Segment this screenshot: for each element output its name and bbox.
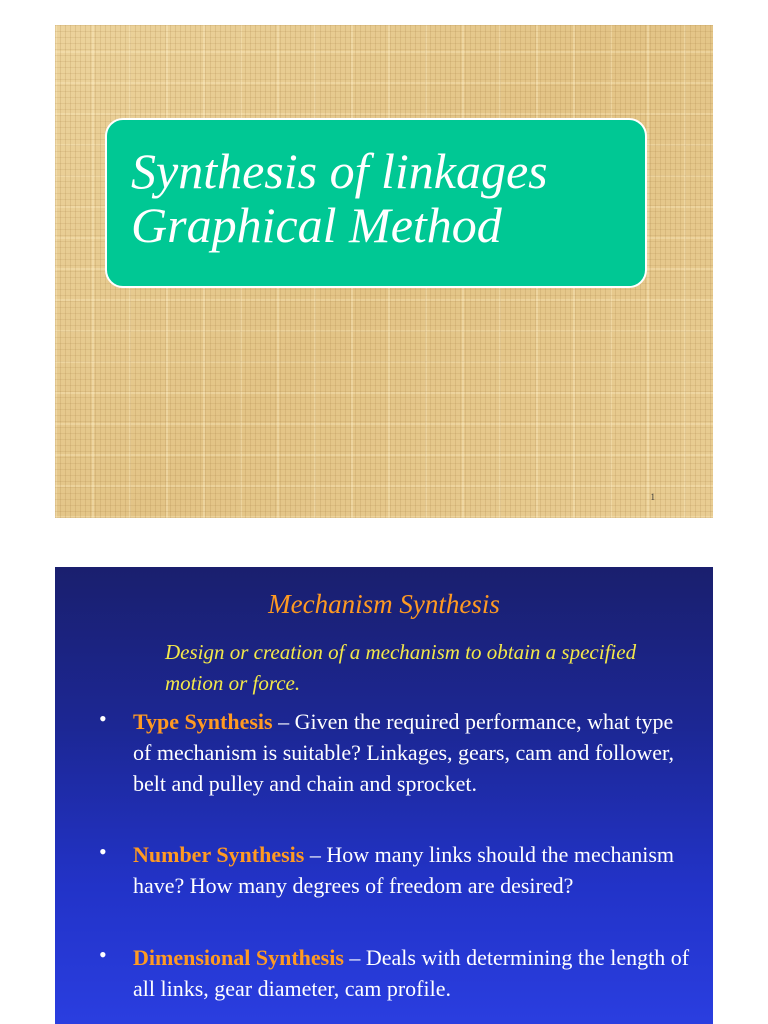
bullet-marker: • xyxy=(99,942,107,967)
title-line-1: Synthesis of linkages xyxy=(131,143,548,199)
slide-heading: Mechanism Synthesis xyxy=(268,589,500,619)
slide-mechanism-synthesis xyxy=(55,567,713,1024)
bullet-marker: • xyxy=(99,839,107,864)
slide-title xyxy=(55,25,713,518)
list-item-dimensional-synthesis xyxy=(133,942,693,1004)
bullet-marker: • xyxy=(99,706,107,731)
term-number-synthesis: Number Synthesis xyxy=(133,842,305,867)
item-text: – Deals with determining the length of all links, gear diameter, cam profile. xyxy=(133,945,690,1001)
term-type-synthesis: Type Synthesis xyxy=(133,709,273,734)
definition-text: Design or creation of a mechanism to obtain a specified motion or force. xyxy=(165,640,637,695)
title-box xyxy=(105,118,647,288)
title-line-2: Graphical Method xyxy=(131,197,502,253)
item-text: – How many links should the mechanism have? How many degrees of freedom are desired? xyxy=(133,842,675,898)
list-item-number-synthesis xyxy=(133,839,693,901)
term-dimensional-synthesis: Dimensional Synthesis xyxy=(133,945,344,970)
item-text: – Given the required performance, what type of mechanism is suitable? Linkages, gears, cam and follower, belt and pulley and chain and sprocket. xyxy=(133,709,674,796)
list-item-type-synthesis xyxy=(133,706,693,799)
slide-number: 1 xyxy=(650,492,655,502)
